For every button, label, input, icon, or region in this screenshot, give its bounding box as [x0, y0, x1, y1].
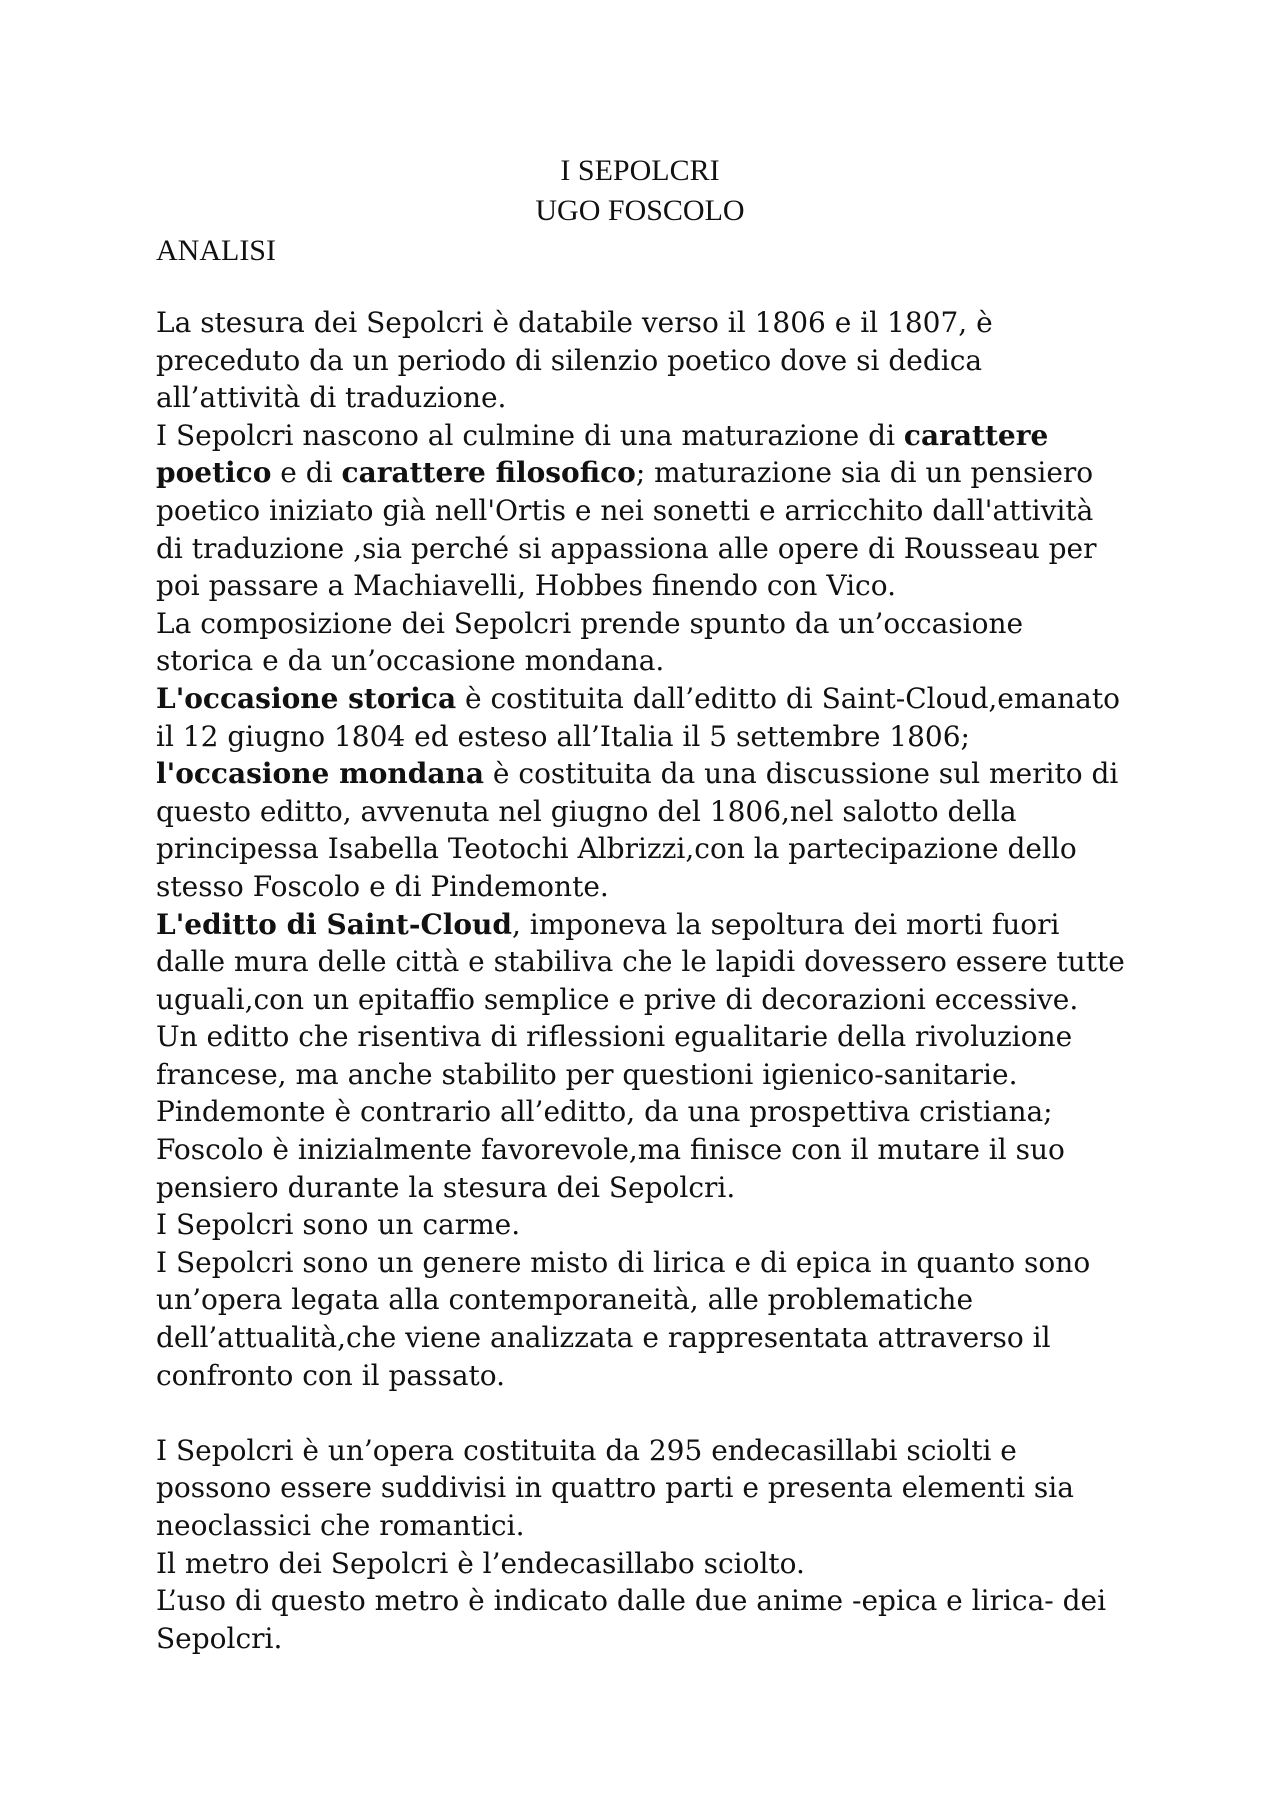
text-segment: e di [271, 456, 342, 490]
blank-line [156, 1394, 1156, 1432]
text-line [156, 1131, 1156, 1169]
text-segment: Pindemonte è contrario all’editto, da una prospettiva cristiana; [156, 1095, 1053, 1129]
text-segment: Il metro dei Sepolcri è l’endecasillabo sciolto. [156, 1546, 805, 1580]
text-line [156, 1620, 1156, 1658]
text-segment: principessa Isabella Teotochi Albrizzi,con la partecipazione dello [156, 832, 1077, 866]
text-line [156, 981, 1156, 1019]
text-line [156, 1469, 1156, 1507]
text-line [156, 492, 1156, 530]
text-line [156, 454, 1156, 492]
text-line [156, 1545, 1156, 1583]
text-segment: all’attività di traduzione. [156, 381, 507, 415]
text-segment: il 12 giugno 1804 ed esteso all’Italia il 5 settembre 1806; [156, 719, 970, 753]
text-line [156, 943, 1156, 981]
text-line [156, 1169, 1156, 1207]
text-line [156, 1206, 1156, 1244]
document-author: UGO FOSCOLO [535, 194, 745, 227]
text-segment: ; maturazione sia di un pensiero [635, 456, 1094, 490]
text-segment: Sepolcri. [156, 1621, 283, 1655]
text-line [156, 530, 1156, 568]
text-line [156, 868, 1156, 906]
text-segment: poi passare a Machiavelli, Hobbes finendo con Vico. [156, 569, 896, 603]
text-line [156, 1582, 1156, 1620]
text-line [156, 1093, 1156, 1131]
text-line [156, 642, 1156, 680]
text-line [156, 1244, 1156, 1282]
text-segment: neoclassici che romantici. [156, 1509, 525, 1542]
text-segment: I Sepolcri sono un carme. [156, 1208, 521, 1242]
text-segment: un’opera legata alla contemporaneità, alle problematiche [156, 1283, 974, 1317]
text-segment: stesso Foscolo e di Pindemonte. [156, 869, 609, 903]
text-line [156, 906, 1156, 944]
text-line [156, 1319, 1156, 1357]
bold-text: carattere filosofico [341, 456, 636, 490]
text-line [156, 755, 1156, 793]
text-segment: I Sepolcri è un’opera costituita da 295 endecasillabi sciolti e [156, 1433, 1017, 1467]
bold-text: poetico [156, 456, 272, 490]
text-segment: L’uso di questo metro è indicato dalle due anime -epica e lirica- dei [156, 1584, 1107, 1618]
text-line [156, 379, 1156, 417]
text-line [156, 567, 1156, 605]
bold-text: carattere [903, 418, 1049, 452]
bold-text: L'occasione storica [156, 681, 457, 715]
text-line [156, 830, 1156, 868]
text-segment: dell’attualità,che viene analizzata e rappresentata attraverso il [156, 1321, 1051, 1355]
text-line [156, 718, 1156, 756]
text-segment: di traduzione ,sia perché si appassiona alle opere di Rousseau per [156, 531, 1097, 565]
text-segment: dalle mura delle città e stabiliva che le lapidi dovessero essere tutte [156, 945, 1125, 979]
text-line [156, 304, 1156, 342]
text-segment: poetico iniziato già nell'Ortis e nei sonetti e arricchito dall'attività [156, 493, 1094, 527]
text-line [156, 1432, 1156, 1470]
text-line [156, 1056, 1156, 1094]
text-line [156, 605, 1156, 643]
text-segment: francese, ma anche stabilito per questioni igienico-sanitarie. [156, 1057, 1018, 1091]
text-line [156, 417, 1156, 455]
text-segment: I Sepolcri nascono al culmine di una maturazione di [156, 418, 904, 452]
bold-text: l'occasione mondana [156, 757, 485, 791]
text-segment: La stesura dei Sepolcri è databile verso il 1806 e il 1807, è [156, 306, 993, 339]
text-segment: preceduto da un periodo di silenzio poetico dove si dedica [156, 343, 983, 377]
text-line [156, 680, 1156, 718]
text-line [156, 793, 1156, 831]
text-segment: possono essere suddivisi in quattro parti e presenta elementi sia [156, 1471, 1074, 1505]
text-segment: questo editto, avvenuta nel giugno del 1806,nel salotto della [156, 794, 1017, 828]
section-heading: ANALISI [156, 234, 276, 267]
text-segment: uguali,con un epitaffio semplice e prive di decorazioni eccessive. [156, 982, 1079, 1016]
document-title: I SEPOLCRI [560, 154, 720, 187]
text-segment: I Sepolcri sono un genere misto di lirica e di epica in quanto sono [156, 1245, 1091, 1279]
text-line [156, 1018, 1156, 1056]
text-segment: La composizione dei Sepolcri prende spunto da un’occasione [156, 606, 1024, 640]
text-line [156, 1507, 1156, 1545]
bold-text: L'editto di Saint-Cloud [156, 907, 512, 941]
text-segment: Un editto che risentiva di riflessioni egualitarie della rivoluzione [156, 1020, 1073, 1054]
text-line [156, 1357, 1156, 1395]
text-line [156, 1281, 1156, 1319]
text-segment: storica e da un’occasione mondana. [156, 644, 665, 678]
text-segment: confronto con il passato. [156, 1358, 506, 1392]
text-segment: , imponeva la sepoltura dei morti fuori [512, 907, 1060, 941]
text-segment: Foscolo è inizialmente favorevole,ma finisce con il mutare il suo [156, 1133, 1065, 1167]
text-segment: è costituita dall’editto di Saint-Cloud,emanato [456, 681, 1120, 715]
text-segment: pensiero durante la stesura dei Sepolcri. [156, 1170, 736, 1204]
text-segment: è costituita da una discussione sul merito di [484, 757, 1119, 791]
text-line [156, 342, 1156, 380]
document-body [156, 304, 1156, 1657]
